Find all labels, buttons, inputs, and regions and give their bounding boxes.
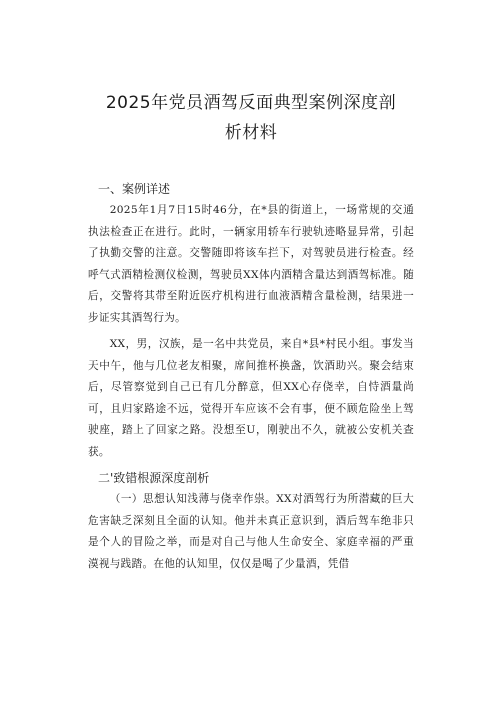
document-title: 2025年党员酒驾反面典型案例深度剖析材料 — [105, 93, 397, 143]
paragraph: 2025年1月7日15时46分，在*县的街道上，一场常规的交通执法检查正在进行。此时，一辆家用轿车行驶轨迹略显异常，引起了执勤交警的注意。交警随即将该车拦下，对驾驶员进行检查。经呼气式酒精检测仪检测，驾驶员XX体内酒精含量达到酒驾标准。随后，交警将其带至附近医疗机构进行血液酒精含量检测，结果进一步证实其酒驾行为。 — [88, 204, 414, 324]
section-root-cause-analysis — [88, 467, 414, 575]
section-case-details — [88, 178, 414, 463]
paragraph: （一）思想认知浅薄与侥幸作祟。XX对酒驾行为所潜藏的巨大危害缺乏深刻且全面的认知。他并未真正意识到，酒后驾车绝非只是个人的冒险之举，而是对自己与他人生命安全、家庭幸福的严重漠视与践踏。在他的认知里，仅仅是喝了少量酒，凭借 — [88, 493, 414, 570]
section-heading: 一、案例详述 — [98, 182, 171, 196]
paragraph: XX，男，汉族，是一名中共党员，来自*县*村民小组。事发当天中午，他与几位老友相聚，席间推杯换盏，饮酒助兴。聚会结束后，尽管察觉到自己已有几分醉意，但XX心存侥幸，自恃酒量尚可，且归家路途不远，觉得开车应该不会有事，便不顾危险坐上驾驶座，踏上了回家之路。没想至U，刚驶出不久，就被公安机关查获。 — [88, 338, 414, 458]
section-heading: 二'致错根源深度剖析 — [98, 471, 210, 485]
